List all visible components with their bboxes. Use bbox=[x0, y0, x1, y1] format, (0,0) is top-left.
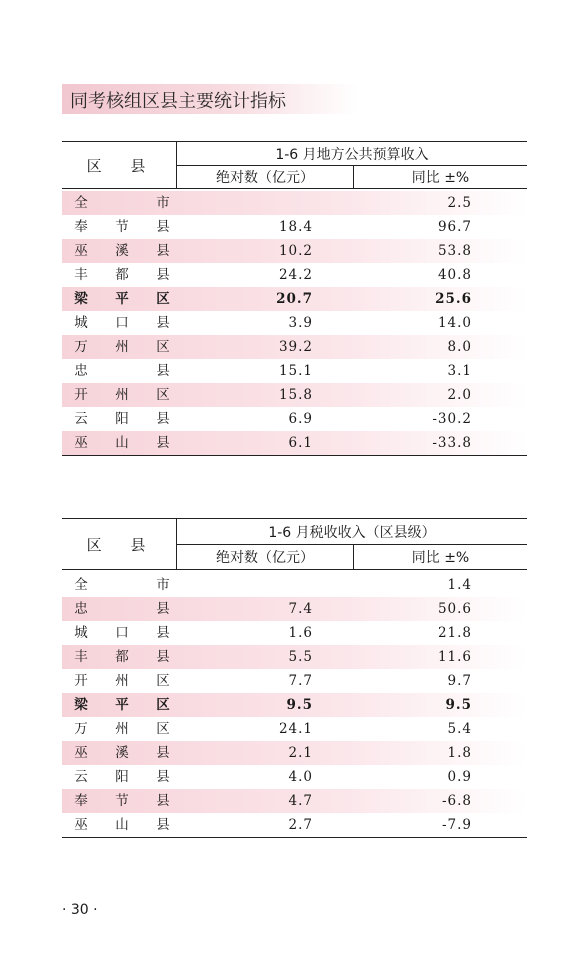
region-name-char: 州 bbox=[115, 721, 129, 737]
col2-header: 同比 ±% bbox=[411, 169, 470, 186]
region-name-char: 县 bbox=[156, 363, 170, 379]
region-name-char: 县 bbox=[156, 315, 170, 331]
region-name-char: 城 bbox=[74, 315, 88, 331]
absolute-value: 15.1 bbox=[278, 363, 313, 379]
absolute-value: 7.4 bbox=[288, 601, 313, 617]
region-name-char bbox=[115, 597, 129, 621]
yoy-change: -33.8 bbox=[432, 435, 472, 451]
region-name-char: 梁 bbox=[74, 291, 88, 307]
region-name-char: 县 bbox=[156, 769, 170, 785]
region-name-char: 奉 bbox=[74, 793, 88, 809]
region-name-char: 县 bbox=[156, 267, 170, 283]
region-name-char: 平 bbox=[115, 291, 129, 307]
absolute-value: 18.4 bbox=[278, 219, 313, 235]
region-name-char: 开 bbox=[74, 387, 88, 403]
table-row bbox=[62, 287, 527, 311]
col2-header: 同比 ±% bbox=[411, 549, 470, 566]
region-name-char bbox=[115, 191, 129, 215]
page-number: · 30 · bbox=[62, 902, 98, 918]
absolute-value: 24.2 bbox=[278, 267, 313, 283]
section-title-banner bbox=[62, 84, 358, 114]
table-row bbox=[62, 407, 527, 431]
yoy-change: 21.8 bbox=[437, 625, 472, 641]
region-name-char: 巫 bbox=[74, 243, 88, 259]
yoy-change: 50.6 bbox=[437, 601, 472, 617]
table-tax-revenue bbox=[62, 518, 527, 838]
table-row bbox=[62, 263, 527, 287]
absolute-value: 1.6 bbox=[288, 625, 313, 641]
region-name bbox=[74, 741, 170, 765]
yoy-change: 1.4 bbox=[447, 577, 472, 593]
region-name-char: 口 bbox=[115, 315, 129, 331]
region-name-char: 巫 bbox=[74, 435, 88, 451]
region-name-char: 县 bbox=[156, 817, 170, 833]
main-header: 1-6 月地方公共预算收入 bbox=[177, 142, 527, 166]
region-name-char: 市 bbox=[156, 195, 170, 211]
table-row bbox=[62, 645, 527, 669]
table-row bbox=[62, 669, 527, 693]
region-name-char: 县 bbox=[156, 243, 170, 259]
col1-header: 绝对数（亿元） bbox=[177, 165, 354, 188]
table-row bbox=[62, 741, 527, 765]
region-name bbox=[74, 311, 170, 335]
table-row bbox=[62, 765, 527, 789]
absolute-value: 5.5 bbox=[288, 649, 313, 665]
region-name-char: 县 bbox=[156, 649, 170, 665]
absolute-value: 2.1 bbox=[288, 745, 313, 761]
yoy-change: 40.8 bbox=[437, 267, 472, 283]
yoy-change: 1.8 bbox=[447, 745, 472, 761]
table-budget-revenue bbox=[62, 141, 527, 456]
table-body bbox=[62, 189, 527, 455]
region-name-char: 山 bbox=[115, 435, 129, 451]
region-name bbox=[74, 287, 170, 311]
yoy-change: 8.0 bbox=[447, 339, 472, 355]
region-name bbox=[74, 215, 170, 239]
region-name-char: 县 bbox=[156, 793, 170, 809]
yoy-change: -7.9 bbox=[441, 817, 472, 833]
region-name bbox=[74, 789, 170, 813]
region-name-char: 平 bbox=[115, 697, 129, 713]
absolute-value: 10.2 bbox=[278, 243, 313, 259]
table-row bbox=[62, 693, 527, 717]
region-name-char: 云 bbox=[74, 769, 88, 785]
sub-headers bbox=[177, 544, 527, 569]
region-name-char: 开 bbox=[74, 673, 88, 689]
region-name-char: 区 bbox=[156, 291, 170, 307]
yoy-change: 11.6 bbox=[437, 649, 472, 665]
region-name-char: 节 bbox=[115, 219, 129, 235]
table-row bbox=[62, 335, 527, 359]
region-name-char: 巫 bbox=[74, 745, 88, 761]
section-title: 同考核组区县主要统计指标 bbox=[70, 91, 286, 112]
region-name-char: 梁 bbox=[74, 697, 88, 713]
table-row bbox=[62, 311, 527, 335]
region-name-char: 区 bbox=[156, 697, 170, 713]
region-name-char: 县 bbox=[156, 745, 170, 761]
region-name bbox=[74, 263, 170, 287]
region-name bbox=[74, 239, 170, 263]
absolute-value: 9.5 bbox=[286, 697, 313, 713]
yoy-change: 9.5 bbox=[445, 697, 472, 713]
table-header bbox=[62, 518, 527, 570]
region-name-char: 区 bbox=[156, 339, 170, 355]
region-name bbox=[74, 191, 170, 215]
yoy-change: 5.4 bbox=[447, 721, 472, 737]
table-row bbox=[62, 717, 527, 741]
region-header: 区 县 bbox=[62, 519, 177, 569]
region-name-char bbox=[115, 359, 129, 383]
region-name-char: 万 bbox=[74, 721, 88, 737]
yoy-change: 96.7 bbox=[437, 219, 472, 235]
region-name bbox=[74, 359, 170, 383]
region-name bbox=[74, 407, 170, 431]
region-name-char: 口 bbox=[115, 625, 129, 641]
table-bottom-rule bbox=[62, 837, 527, 838]
region-name-char: 区 bbox=[156, 387, 170, 403]
region-name-char: 阳 bbox=[115, 769, 129, 785]
table-row bbox=[62, 789, 527, 813]
table-row bbox=[62, 573, 527, 597]
absolute-value: 4.0 bbox=[288, 769, 313, 785]
region-name-char: 万 bbox=[74, 339, 88, 355]
table-body bbox=[62, 570, 527, 837]
absolute-value: 20.7 bbox=[276, 291, 313, 307]
yoy-change: -30.2 bbox=[432, 411, 472, 427]
region-name-char: 忠 bbox=[74, 601, 88, 617]
region-name-char: 巫 bbox=[74, 817, 88, 833]
table-row bbox=[62, 431, 527, 455]
absolute-value: 7.7 bbox=[288, 673, 313, 689]
absolute-value: 6.1 bbox=[288, 435, 313, 451]
yoy-change: 25.6 bbox=[435, 291, 472, 307]
region-name-char: 全 bbox=[74, 577, 88, 593]
absolute-value: 39.2 bbox=[278, 339, 313, 355]
region-name bbox=[74, 669, 170, 693]
absolute-value: 3.9 bbox=[288, 315, 313, 331]
table-row bbox=[62, 191, 527, 215]
table-row bbox=[62, 239, 527, 263]
region-name-char: 市 bbox=[156, 577, 170, 593]
region-name bbox=[74, 765, 170, 789]
region-name bbox=[74, 621, 170, 645]
table-header bbox=[62, 141, 527, 189]
yoy-change: 0.9 bbox=[447, 769, 472, 785]
region-name-char: 丰 bbox=[74, 267, 88, 283]
region-name bbox=[74, 573, 170, 597]
region-name-char: 县 bbox=[156, 601, 170, 617]
region-name bbox=[74, 597, 170, 621]
region-name-char: 州 bbox=[115, 339, 129, 355]
absolute-value: 2.7 bbox=[288, 817, 313, 833]
region-name bbox=[74, 813, 170, 837]
absolute-value: 4.7 bbox=[288, 793, 313, 809]
region-name-char: 山 bbox=[115, 817, 129, 833]
region-name-char: 州 bbox=[115, 387, 129, 403]
region-name-char: 州 bbox=[115, 673, 129, 689]
yoy-change: 2.5 bbox=[447, 195, 472, 211]
table-row bbox=[62, 383, 527, 407]
sub-headers bbox=[177, 165, 527, 188]
yoy-change: 2.0 bbox=[447, 387, 472, 403]
region-name bbox=[74, 693, 170, 717]
yoy-change: 14.0 bbox=[437, 315, 472, 331]
table-row bbox=[62, 359, 527, 383]
region-name-char: 城 bbox=[74, 625, 88, 641]
yoy-change: 9.7 bbox=[447, 673, 472, 689]
table-row bbox=[62, 813, 527, 837]
region-name-char: 节 bbox=[115, 793, 129, 809]
region-name-char: 全 bbox=[74, 195, 88, 211]
region-name bbox=[74, 335, 170, 359]
region-name-char bbox=[115, 573, 129, 597]
region-name-char: 区 bbox=[156, 721, 170, 737]
region-name-char: 溪 bbox=[115, 243, 129, 259]
region-name-char: 区 bbox=[156, 673, 170, 689]
region-name-char: 阳 bbox=[115, 411, 129, 427]
absolute-value: 24.1 bbox=[278, 721, 313, 737]
region-name-char: 忠 bbox=[74, 363, 88, 379]
region-name bbox=[74, 431, 170, 455]
table-row bbox=[62, 597, 527, 621]
absolute-value: 6.9 bbox=[288, 411, 313, 427]
region-name bbox=[74, 717, 170, 741]
yoy-change: 3.1 bbox=[447, 363, 472, 379]
region-name bbox=[74, 383, 170, 407]
region-name-char: 云 bbox=[74, 411, 88, 427]
region-header: 区 县 bbox=[62, 142, 177, 188]
main-header: 1-6 月税收收入（区县级） bbox=[177, 519, 527, 545]
region-name-char: 溪 bbox=[115, 745, 129, 761]
header-right bbox=[177, 519, 527, 569]
region-name-char: 县 bbox=[156, 435, 170, 451]
absolute-value: 15.8 bbox=[278, 387, 313, 403]
region-name-char: 都 bbox=[115, 649, 129, 665]
region-name-char: 奉 bbox=[74, 219, 88, 235]
col1-header: 绝对数（亿元） bbox=[177, 544, 354, 569]
table-bottom-rule bbox=[62, 455, 527, 456]
region-name-char: 丰 bbox=[74, 649, 88, 665]
region-name bbox=[74, 645, 170, 669]
region-name-char: 县 bbox=[156, 219, 170, 235]
table-row bbox=[62, 621, 527, 645]
header-right bbox=[177, 142, 527, 188]
table-row bbox=[62, 215, 527, 239]
region-name-char: 都 bbox=[115, 267, 129, 283]
region-name-char: 县 bbox=[156, 411, 170, 427]
yoy-change: -6.8 bbox=[441, 793, 472, 809]
region-name-char: 县 bbox=[156, 625, 170, 641]
yoy-change: 53.8 bbox=[437, 243, 472, 259]
